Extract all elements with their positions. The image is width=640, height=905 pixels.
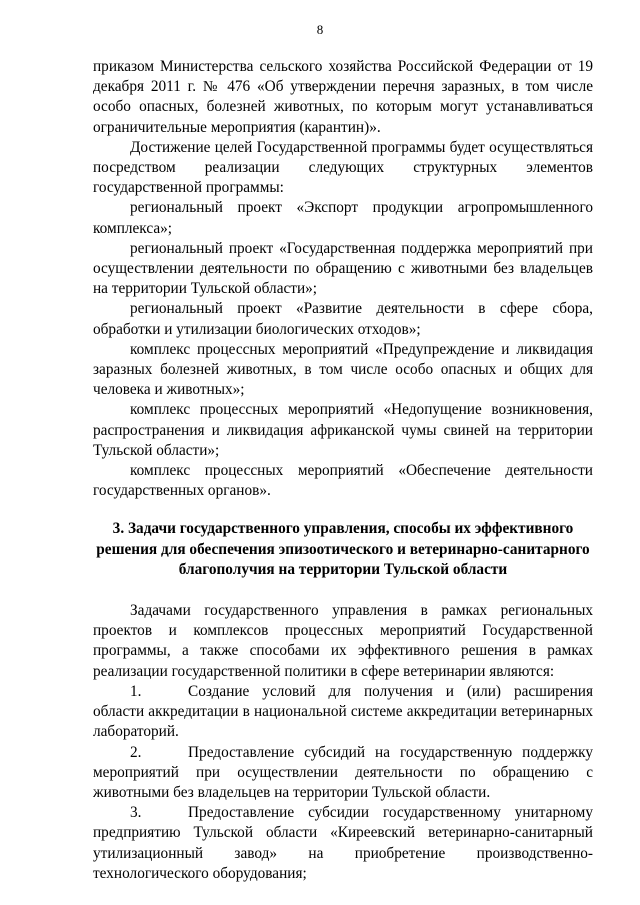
list-number: 2. [130, 743, 142, 761]
paragraph: комплекс процессных мероприятий «Обеспечение деятельности государственных органов». [93, 462, 593, 500]
paragraph: комплекс процессных мероприятий «Предупреждение и ликвидация заразных болезней животных, в том числе особо опасных и общих для человека и животных»; [93, 340, 593, 399]
paragraph: комплекс процессных мероприятий «Недопущение возникновения, распространения и ликвидация африканской чумы свиней на территории Тульской области»; [93, 401, 593, 459]
list-item-text: Предоставление субсидий на государственную поддержку мероприятий при осуществлении деятельности по обращению с животными без владельцев на территории Тульской области. [93, 743, 593, 801]
paragraph: региональный проект «Государственная поддержка мероприятий при осуществлении деятельности по обращению с животными без владельцев на территории Тульской области»; [93, 239, 593, 298]
paragraph: региональный проект «Развитие деятельности в сфере сбора, обработки и утилизации биологических отходов»; [93, 300, 593, 338]
page-number: 8 [316, 22, 324, 37]
list-item [93, 682, 593, 743]
paragraph: региональный проект «Экспорт продукции агропромышленного комплекса»; [93, 199, 593, 237]
list-item [93, 803, 593, 884]
section-heading: 3. Задачи государственного управления, способы их эффективного решения для обеспечения эпизоотического и ветеринарно-санитарного благополучия на территории Тульской области [96, 520, 590, 578]
list-number: 1. [130, 682, 142, 700]
intro-paragraph: Задачами государственного управления в рамках региональных проектов и комплексов процессных мероприятий Государственной программы, а также способами их эффективного решения в рамках реализации государственной политики в сфере ветеринарии являются: [93, 602, 593, 680]
list-number: 3. [130, 804, 142, 822]
list-item-text: Создание условий для получения и (или) расширения области аккредитации в национальной системе аккредитации ветеринарных лабораторий. [93, 682, 593, 741]
paragraph: приказом Министерства сельского хозяйства Российской Федерации от 19 декабря 2011 г. № 476 «Об утверждении перечня заразных, в том числе особо опасных, болезней животных, по которым могут устанавливаться ограничительные мероприятия (карантин)». [93, 58, 593, 136]
list-item-text: Предоставление субсидии государственному унитарному предприятию Тульской области «Киреевский ветеринарно-санитарный утилизационный завод» на приобретение производственно-технологического оборудования; [93, 804, 593, 882]
list-item [93, 743, 593, 804]
paragraph: Достижение целей Государственной программы будет осуществляться посредством реализации следующих структурных элементов государственной программы: [93, 138, 593, 197]
document-body [93, 57, 593, 884]
